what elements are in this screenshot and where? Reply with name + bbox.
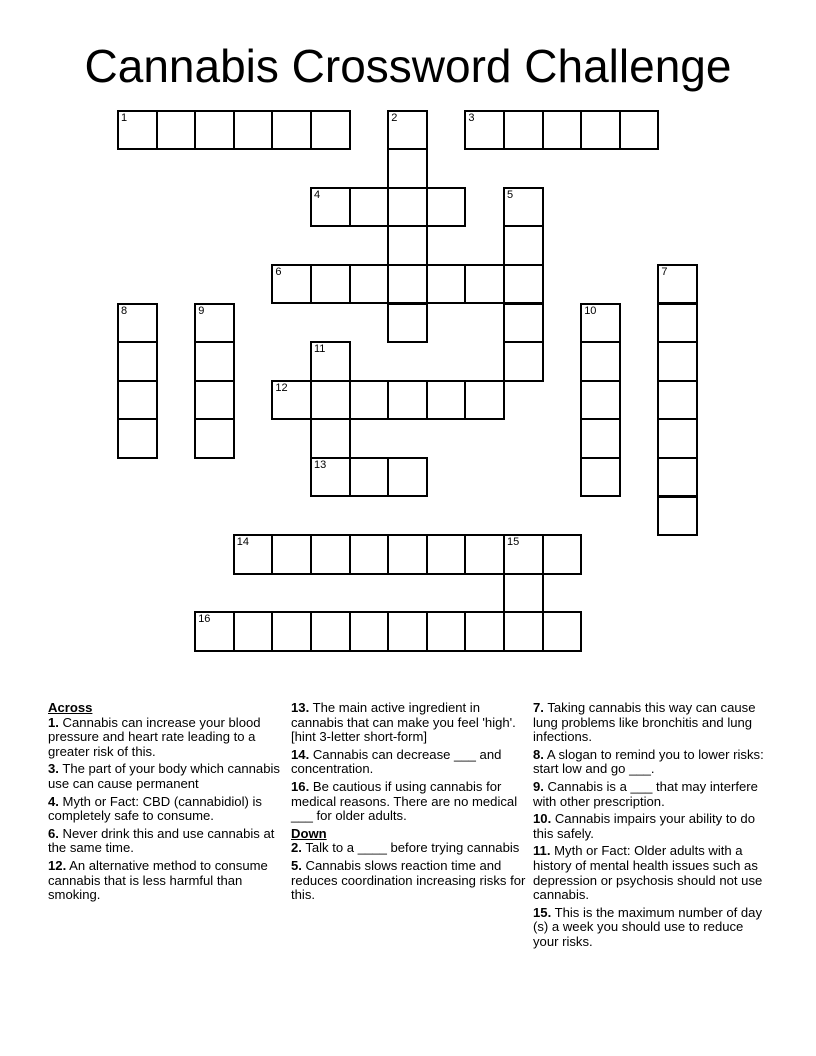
clue-text: Cannabis is a ___ that may interfere with other prescription. [533,778,758,809]
grid-cell[interactable] [464,264,505,305]
clue-text: The main active ingredient in cannabis that can make you feel 'high'. [hint 3-letter short-form] [291,700,516,745]
grid-cell[interactable] [657,380,698,421]
clue-text: Cannabis can decrease ___ and concentration. [291,746,502,777]
cell-number: 3 [468,111,475,124]
clue-number: 9. [533,778,544,794]
grid-cell[interactable] [580,341,621,382]
cell-number: 4 [314,188,321,201]
grid-cell[interactable] [580,110,621,151]
grid-cell[interactable] [657,457,698,498]
grid-cell[interactable] [542,534,583,575]
clue-number: 2. [291,840,302,856]
grid-cell[interactable] [387,611,428,652]
clue-number: 15. [533,904,552,920]
clue-across-1 [48,716,286,760]
clue-text: Taking cannabis this way can cause lung problems like bronchitis and lung infections. [533,700,756,745]
cell-number: 15 [507,536,520,549]
puzzle-title: Cannabis Crossword Challenge [84,40,732,92]
clue-number: 8. [533,746,544,762]
grid-cell[interactable] [426,380,467,421]
grid-cell[interactable] [657,341,698,382]
clues-column-2 [291,701,529,906]
grid-cell[interactable] [387,225,428,266]
cell-number: 13 [314,458,327,471]
grid-cell[interactable] [349,457,390,498]
grid-cell[interactable] [194,611,235,652]
grid-cell[interactable] [233,110,274,151]
grid-cell[interactable] [426,611,467,652]
clue-down-11 [533,844,771,902]
grid-cell[interactable] [503,534,544,575]
grid-cell[interactable] [194,341,235,382]
grid-cell[interactable] [349,534,390,575]
clue-text: The part of your body which cannabis use can cause permanent [48,761,280,791]
clue-text: Cannabis can increase your blood pressure and heart rate leading to a greater risk of this. [48,714,261,759]
grid-cell[interactable] [349,611,390,652]
cell-number: 2 [391,111,398,124]
grid-cell[interactable] [503,110,544,151]
grid-cell[interactable] [156,110,197,151]
clue-text: Be cautious if using cannabis for medical reasons. There are no medical ___ for older adults. [291,778,518,824]
grid-cell[interactable] [310,341,351,382]
grid-cell[interactable] [657,496,698,537]
grid-cell[interactable] [580,418,621,459]
clue-text: Myth or Fact: CBD (cannabidiol) is completely safe to consume. [48,793,262,824]
grid-cell[interactable] [464,611,505,652]
clue-number: 7. [533,700,544,715]
clue-across-14 [291,748,529,777]
grid-cell[interactable] [387,264,428,305]
cell-number: 1 [121,111,128,124]
grid-cell[interactable] [349,264,390,305]
grid-cell[interactable] [657,418,698,459]
clue-across-6 [48,827,286,856]
clue-across-16 [291,780,529,824]
grid-cell[interactable] [464,110,505,151]
grid-cell[interactable] [464,534,505,575]
grid-cell[interactable] [117,110,158,151]
grid-cell[interactable] [310,418,351,459]
grid-cell[interactable] [387,148,428,189]
clue-across-12 [48,859,286,903]
grid-cell[interactable] [426,534,467,575]
cell-number: 5 [507,188,514,201]
clue-text: Never drink this and use cannabis at the same time. [48,825,275,856]
grid-cell[interactable] [503,264,544,305]
clue-down-5 [291,859,529,903]
grid-cell[interactable] [387,534,428,575]
grid-cell[interactable] [426,187,467,228]
cell-number: 14 [236,536,250,549]
grid-cell[interactable] [387,303,428,344]
grid-cell[interactable] [387,110,428,151]
grid-cell[interactable] [310,457,351,498]
grid-cell[interactable] [271,534,312,575]
grid-cell[interactable] [271,110,312,151]
grid-cell[interactable] [657,303,698,344]
grid-cell[interactable] [310,534,351,575]
grid-cell[interactable] [271,264,312,305]
cell-number: 9 [198,304,205,317]
grid-cell[interactable] [542,611,583,652]
clues-column-1 [48,701,286,906]
clue-down-7 [533,701,771,745]
across-heading: Across [48,700,93,715]
grid-cell[interactable] [310,110,351,151]
clue-down-10 [533,812,771,841]
clue-across-13 [291,701,529,745]
grid-cell[interactable] [194,380,235,421]
clue-number: 13. [291,700,310,715]
cell-number: 11 [314,343,326,356]
grid-cell[interactable] [194,110,235,151]
clue-down-9 [533,780,771,809]
grid-cell[interactable] [233,611,274,652]
clues-column-3 [533,701,771,953]
grid-cell[interactable] [310,187,351,228]
clue-across-3 [48,762,286,791]
clue-across-4 [48,795,286,824]
grid-cell[interactable] [503,303,544,344]
grid-cell[interactable] [503,611,544,652]
clue-text: This is the maximum number of day (s) a week you should use to reduce your risks. [533,904,762,949]
clue-number: 11. [533,843,551,859]
cell-number: 8 [121,304,128,317]
clue-text: Cannabis slows reaction time and reduces coordination increasing risks for this. [291,857,526,903]
cell-number: 16 [198,613,211,626]
clue-text: Myth or Fact: Older adults with a history of mental health issues such as depression or psychosis should not use cannabis. [533,843,763,903]
grid-cell[interactable] [117,341,158,382]
grid-cell[interactable] [503,187,544,228]
grid-cell[interactable] [619,110,660,151]
clue-number: 5. [291,857,302,873]
grid-cell[interactable] [117,380,158,421]
grid-cell[interactable] [387,457,428,498]
grid-cell[interactable] [271,380,312,421]
clue-text: Cannabis impairs your ability to do this safely. [533,811,755,841]
grid-cell[interactable] [657,264,698,305]
grid-cell[interactable] [503,573,544,614]
grid-cell[interactable] [503,341,544,382]
clue-text: Talk to a ____ before trying cannabis [301,840,520,856]
grid-cell[interactable] [117,418,158,459]
grid-cell[interactable] [349,187,390,228]
clue-down-2 [291,841,529,856]
down-heading: Down [291,825,327,841]
cell-number: 12 [275,381,288,394]
cell-number: 7 [661,265,668,278]
grid-cell[interactable] [387,380,428,421]
grid-cell[interactable] [117,303,158,344]
grid-cell[interactable] [194,303,235,344]
clue-number: 12. [48,857,67,873]
clue-number: 16. [291,778,310,794]
clue-number: 6. [48,825,59,841]
cell-number: 6 [275,265,282,278]
cell-number: 10 [584,304,597,317]
clue-number: 14. [291,746,310,762]
grid-cell[interactable] [310,611,351,652]
grid-cell[interactable] [503,225,544,266]
clue-text: An alternative method to consume cannabis that is less harmful than smoking. [48,857,268,903]
grid-cell[interactable] [310,264,351,305]
clue-number: 3. [48,761,59,777]
grid-cell[interactable] [349,380,390,421]
grid-cell[interactable] [426,264,467,305]
grid-cell[interactable] [194,418,235,459]
grid-cell[interactable] [580,380,621,421]
clue-number: 1. [48,714,59,730]
clue-down-8 [533,748,771,777]
clue-text: A slogan to remind you to lower risks: start low and go ___. [533,746,764,777]
grid-cell[interactable] [271,611,312,652]
clue-number: 10. [533,811,552,827]
grid-cell[interactable] [387,187,428,228]
clue-number: 4. [48,793,59,809]
grid-cell[interactable] [542,110,583,151]
grid-cell[interactable] [580,303,621,344]
grid-cell[interactable] [233,534,274,575]
grid-cell[interactable] [310,380,351,421]
grid-cell[interactable] [464,380,505,421]
grid-cell[interactable] [580,457,621,498]
clue-down-15 [533,906,771,950]
